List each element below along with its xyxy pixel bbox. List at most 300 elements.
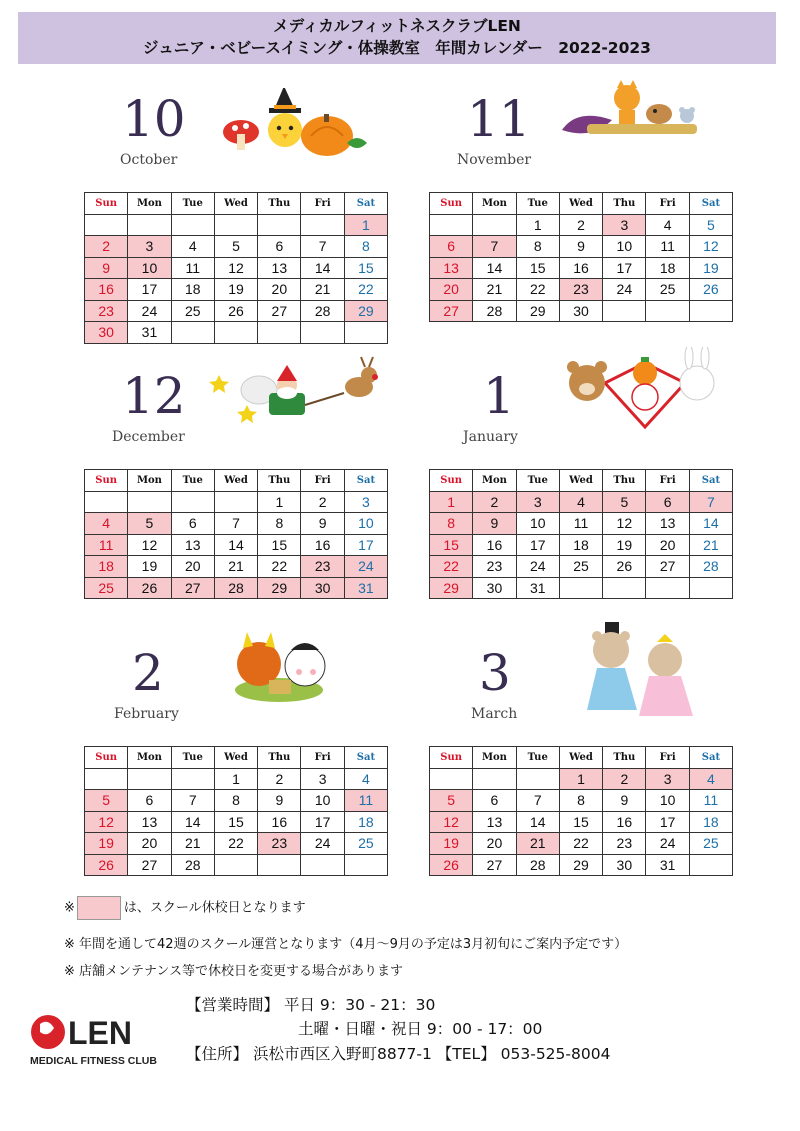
empty-cell bbox=[559, 577, 602, 599]
day-cell: 21 bbox=[689, 534, 732, 556]
day-cell: 2 bbox=[258, 768, 301, 790]
month-number: 2 bbox=[132, 644, 164, 702]
day-cell: 20 bbox=[171, 556, 214, 578]
day-cell: 24 bbox=[603, 279, 646, 301]
day-cell: 21 bbox=[301, 279, 344, 301]
day-cell: 9 bbox=[258, 790, 301, 812]
day-cell: 6 bbox=[258, 236, 301, 258]
day-cell: 26 bbox=[689, 279, 732, 301]
day-cell-off: 11 bbox=[344, 790, 387, 812]
day-cell: 22 bbox=[214, 833, 257, 855]
day-cell: 13 bbox=[128, 811, 171, 833]
day-cell: 4 bbox=[344, 768, 387, 790]
empty-cell bbox=[214, 854, 257, 876]
day-cell: 14 bbox=[473, 257, 516, 279]
address-label: 【住所】 bbox=[186, 1045, 249, 1063]
empty-cell bbox=[344, 322, 387, 344]
day-cell: 13 bbox=[258, 257, 301, 279]
day-cell-off: 21 bbox=[516, 833, 559, 855]
calendar-table-march bbox=[429, 746, 733, 876]
weekday-label: Sun bbox=[85, 747, 128, 769]
empty-cell bbox=[689, 300, 732, 322]
weekday-label: Thu bbox=[258, 193, 301, 215]
empty-cell bbox=[171, 491, 214, 513]
empty-cell bbox=[344, 854, 387, 876]
week-row bbox=[85, 257, 388, 279]
empty-cell bbox=[430, 214, 473, 236]
weekday-label: Wed bbox=[214, 747, 257, 769]
day-cell-off: 24 bbox=[344, 556, 387, 578]
day-cell: 28 bbox=[301, 300, 344, 322]
day-cell: 5 bbox=[214, 236, 257, 258]
day-cell-off: 4 bbox=[689, 768, 732, 790]
day-cell: 27 bbox=[128, 854, 171, 876]
weekday-label: Thu bbox=[603, 193, 646, 215]
day-cell: 28 bbox=[473, 300, 516, 322]
day-cell: 7 bbox=[171, 790, 214, 812]
day-cell: 13 bbox=[473, 811, 516, 833]
day-cell: 11 bbox=[689, 790, 732, 812]
day-cell-off: 6 bbox=[646, 491, 689, 513]
day-cell: 2 bbox=[301, 491, 344, 513]
day-cell: 17 bbox=[646, 811, 689, 833]
week-row bbox=[430, 214, 733, 236]
week-row bbox=[430, 513, 733, 535]
day-cell-off: 1 bbox=[344, 214, 387, 236]
day-cell-off: 26 bbox=[85, 854, 128, 876]
day-cell: 10 bbox=[516, 513, 559, 535]
empty-cell bbox=[646, 577, 689, 599]
day-cell: 23 bbox=[473, 556, 516, 578]
day-cell: 12 bbox=[689, 236, 732, 258]
day-cell-off: 2 bbox=[603, 768, 646, 790]
month-january bbox=[429, 365, 732, 625]
day-cell: 4 bbox=[646, 214, 689, 236]
title-line-1: メディカルフィットネスクラブLEN bbox=[273, 17, 521, 35]
month-october bbox=[84, 88, 387, 348]
day-cell-off: 29 bbox=[430, 577, 473, 599]
day-cell: 22 bbox=[344, 279, 387, 301]
empty-cell bbox=[473, 768, 516, 790]
day-cell: 28 bbox=[689, 556, 732, 578]
day-cell: 6 bbox=[128, 790, 171, 812]
week-row bbox=[430, 790, 733, 812]
day-cell: 24 bbox=[301, 833, 344, 855]
week-row bbox=[85, 790, 388, 812]
weekday-label: Fri bbox=[646, 747, 689, 769]
day-cell: 26 bbox=[603, 556, 646, 578]
hina-doll-bears-illustration-icon bbox=[579, 620, 699, 720]
day-cell: 10 bbox=[646, 790, 689, 812]
note-maintenance: ※ 店舗メンテナンス等で休校日を変更する場合があります bbox=[64, 964, 403, 979]
day-cell: 19 bbox=[689, 257, 732, 279]
weekday-label: Sat bbox=[344, 747, 387, 769]
day-cell-off: 12 bbox=[430, 811, 473, 833]
empty-cell bbox=[258, 322, 301, 344]
day-cell: 15 bbox=[258, 534, 301, 556]
day-cell: 3 bbox=[344, 491, 387, 513]
calendar-table-january bbox=[429, 469, 733, 599]
weekday-label: Sun bbox=[85, 470, 128, 492]
day-cell-off: 1 bbox=[430, 491, 473, 513]
week-row bbox=[430, 257, 733, 279]
empty-cell bbox=[85, 491, 128, 513]
week-row bbox=[85, 534, 388, 556]
day-cell: 22 bbox=[516, 279, 559, 301]
day-cell-off: 5 bbox=[128, 513, 171, 535]
day-cell: 15 bbox=[516, 257, 559, 279]
day-cell: 14 bbox=[171, 811, 214, 833]
day-cell: 19 bbox=[603, 534, 646, 556]
day-cell: 15 bbox=[344, 257, 387, 279]
day-cell: 14 bbox=[516, 811, 559, 833]
day-cell: 18 bbox=[646, 257, 689, 279]
month-name: October bbox=[120, 152, 178, 168]
empty-cell bbox=[689, 577, 732, 599]
weekday-label: Wed bbox=[559, 747, 602, 769]
day-cell: 27 bbox=[646, 556, 689, 578]
day-cell: 18 bbox=[171, 279, 214, 301]
week-row bbox=[85, 491, 388, 513]
logo-sub: MEDICAL FITNESS CLUB bbox=[30, 1055, 157, 1067]
day-cell: 25 bbox=[559, 556, 602, 578]
weekday-label: Tue bbox=[171, 470, 214, 492]
day-cell: 31 bbox=[646, 854, 689, 876]
day-cell: 11 bbox=[559, 513, 602, 535]
empty-cell bbox=[214, 214, 257, 236]
day-cell-off: 1 bbox=[559, 768, 602, 790]
title-banner bbox=[18, 12, 776, 64]
week-row bbox=[430, 279, 733, 301]
week-row bbox=[85, 214, 388, 236]
empty-cell bbox=[128, 491, 171, 513]
day-cell: 18 bbox=[559, 534, 602, 556]
day-cell: 8 bbox=[344, 236, 387, 258]
weekday-label: Thu bbox=[258, 470, 301, 492]
day-cell: 30 bbox=[473, 577, 516, 599]
empty-cell bbox=[689, 854, 732, 876]
day-cell: 15 bbox=[559, 811, 602, 833]
empty-cell bbox=[214, 491, 257, 513]
weekday-label: Mon bbox=[473, 193, 516, 215]
day-cell-off: 7 bbox=[689, 491, 732, 513]
day-cell: 9 bbox=[301, 513, 344, 535]
empty-cell bbox=[301, 322, 344, 344]
len-logo bbox=[28, 1010, 168, 1070]
note-legend bbox=[64, 896, 306, 920]
week-row bbox=[85, 322, 388, 344]
tel-number: 053-525-8004 bbox=[500, 1045, 611, 1063]
day-cell-off: 2 bbox=[85, 236, 128, 258]
day-cell: 1 bbox=[516, 214, 559, 236]
weekday-label: Sat bbox=[689, 470, 732, 492]
day-cell: 10 bbox=[301, 790, 344, 812]
week-row bbox=[430, 534, 733, 556]
day-cell: 16 bbox=[301, 534, 344, 556]
day-cell: 25 bbox=[689, 833, 732, 855]
day-cell: 24 bbox=[646, 833, 689, 855]
day-cell: 20 bbox=[646, 534, 689, 556]
week-row bbox=[85, 854, 388, 876]
weekday-label: Fri bbox=[301, 470, 344, 492]
weekday-label: Tue bbox=[171, 193, 214, 215]
day-cell-off: 23 bbox=[258, 833, 301, 855]
empty-cell bbox=[430, 768, 473, 790]
day-cell-off: 30 bbox=[301, 577, 344, 599]
day-cell: 13 bbox=[646, 513, 689, 535]
weekday-header-row bbox=[85, 193, 388, 215]
weekday-header-row bbox=[430, 470, 733, 492]
month-february bbox=[84, 642, 387, 882]
weekday-label: Sat bbox=[689, 193, 732, 215]
day-cell: 6 bbox=[171, 513, 214, 535]
week-row bbox=[85, 556, 388, 578]
week-row bbox=[85, 236, 388, 258]
day-cell: 24 bbox=[516, 556, 559, 578]
empty-cell bbox=[646, 300, 689, 322]
setsubun-oni-illustration-icon bbox=[229, 628, 339, 708]
tel-label: 【TEL】 bbox=[436, 1045, 496, 1063]
day-cell: 17 bbox=[128, 279, 171, 301]
day-cell: 22 bbox=[559, 833, 602, 855]
day-cell: 29 bbox=[516, 300, 559, 322]
day-cell: 8 bbox=[214, 790, 257, 812]
day-cell: 3 bbox=[301, 768, 344, 790]
month-name: February bbox=[114, 706, 179, 722]
day-cell: 16 bbox=[258, 811, 301, 833]
weekday-label: Thu bbox=[603, 470, 646, 492]
weekday-label: Tue bbox=[516, 470, 559, 492]
weekday-label: Sat bbox=[689, 747, 732, 769]
day-cell: 12 bbox=[128, 534, 171, 556]
day-cell: 16 bbox=[473, 534, 516, 556]
weekday-label: Sat bbox=[344, 193, 387, 215]
day-cell: 12 bbox=[214, 257, 257, 279]
day-cell: 25 bbox=[344, 833, 387, 855]
weekday-label: Fri bbox=[646, 470, 689, 492]
day-cell: 1 bbox=[214, 768, 257, 790]
week-row bbox=[85, 833, 388, 855]
day-cell: 31 bbox=[128, 322, 171, 344]
day-cell: 17 bbox=[603, 257, 646, 279]
day-cell: 27 bbox=[258, 300, 301, 322]
day-cell-off: 4 bbox=[559, 491, 602, 513]
weekday-header-row bbox=[85, 747, 388, 769]
empty-cell bbox=[85, 214, 128, 236]
day-cell-off: 6 bbox=[430, 236, 473, 258]
day-cell-off: 22 bbox=[430, 556, 473, 578]
day-cell: 19 bbox=[214, 279, 257, 301]
halloween-illustration-icon bbox=[219, 88, 369, 160]
day-cell: 14 bbox=[301, 257, 344, 279]
weekday-label: Thu bbox=[258, 747, 301, 769]
weekday-label: Sun bbox=[85, 193, 128, 215]
week-row bbox=[430, 577, 733, 599]
weekday-label: Mon bbox=[473, 747, 516, 769]
month-name: December bbox=[112, 429, 185, 445]
day-cell-off: 15 bbox=[430, 534, 473, 556]
day-cell: 6 bbox=[473, 790, 516, 812]
calendar-table-december bbox=[84, 469, 388, 599]
day-cell-off: 7 bbox=[473, 236, 516, 258]
empty-cell bbox=[258, 854, 301, 876]
day-cell: 30 bbox=[603, 854, 646, 876]
day-cell-off: 3 bbox=[516, 491, 559, 513]
weekday-label: Fri bbox=[646, 193, 689, 215]
weekday-header-row bbox=[430, 747, 733, 769]
month-name: January bbox=[463, 429, 518, 445]
weekday-label: Mon bbox=[128, 470, 171, 492]
day-cell: 28 bbox=[516, 854, 559, 876]
note-mark: ※ bbox=[64, 900, 75, 916]
day-cell: 17 bbox=[344, 534, 387, 556]
weekday-label: Fri bbox=[301, 747, 344, 769]
empty-cell bbox=[214, 322, 257, 344]
day-cell: 11 bbox=[646, 236, 689, 258]
week-row bbox=[430, 300, 733, 322]
day-cell: 4 bbox=[171, 236, 214, 258]
week-row bbox=[85, 811, 388, 833]
day-cell: 25 bbox=[646, 279, 689, 301]
day-cell-off: 13 bbox=[430, 257, 473, 279]
weekday-label: Wed bbox=[559, 470, 602, 492]
day-cell-off: 8 bbox=[430, 513, 473, 535]
week-row bbox=[430, 556, 733, 578]
day-cell: 20 bbox=[473, 833, 516, 855]
week-row bbox=[430, 491, 733, 513]
day-cell-off: 29 bbox=[344, 300, 387, 322]
weekday-label: Mon bbox=[128, 747, 171, 769]
day-cell-off: 11 bbox=[85, 534, 128, 556]
day-cell: 7 bbox=[301, 236, 344, 258]
empty-cell bbox=[516, 768, 559, 790]
weekday-header-row bbox=[85, 470, 388, 492]
weekday-label: Sun bbox=[430, 193, 473, 215]
day-cell-off: 30 bbox=[85, 322, 128, 344]
weekday-label: Fri bbox=[301, 193, 344, 215]
day-cell-off: 27 bbox=[171, 577, 214, 599]
day-cell: 1 bbox=[258, 491, 301, 513]
day-cell: 18 bbox=[689, 811, 732, 833]
empty-cell bbox=[85, 768, 128, 790]
day-cell: 17 bbox=[516, 534, 559, 556]
month-number: 10 bbox=[122, 90, 186, 148]
day-cell: 10 bbox=[344, 513, 387, 535]
day-cell: 27 bbox=[473, 854, 516, 876]
day-cell: 29 bbox=[559, 854, 602, 876]
day-cell-off: 19 bbox=[430, 833, 473, 855]
weekday-hours: 平日 9：30 - 21：30 bbox=[283, 996, 436, 1014]
day-cell: 17 bbox=[301, 811, 344, 833]
week-row bbox=[430, 854, 733, 876]
month-name: March bbox=[471, 706, 518, 722]
empty-cell bbox=[603, 300, 646, 322]
month-number: 3 bbox=[479, 644, 511, 702]
weekday-label: Tue bbox=[516, 193, 559, 215]
title-line-2: ジュニア・ベビースイミング・体操教室 年間カレンダー 2022-2023 bbox=[143, 39, 651, 57]
day-cell-off: 16 bbox=[85, 279, 128, 301]
month-december bbox=[84, 365, 387, 625]
month-number: 12 bbox=[122, 367, 186, 425]
day-cell: 21 bbox=[171, 833, 214, 855]
empty-cell bbox=[603, 577, 646, 599]
empty-cell bbox=[171, 768, 214, 790]
week-row bbox=[85, 279, 388, 301]
day-cell-off: 5 bbox=[85, 790, 128, 812]
day-cell-off: 28 bbox=[214, 577, 257, 599]
day-cell: 14 bbox=[214, 534, 257, 556]
day-cell: 16 bbox=[559, 257, 602, 279]
legend-text: は、スクール休校日となります bbox=[123, 900, 306, 916]
weekday-label: Mon bbox=[128, 193, 171, 215]
week-row bbox=[430, 236, 733, 258]
month-number: 11 bbox=[467, 90, 531, 148]
day-cell-off: 23 bbox=[301, 556, 344, 578]
day-cell: 23 bbox=[603, 833, 646, 855]
empty-cell bbox=[128, 768, 171, 790]
day-cell: 11 bbox=[171, 257, 214, 279]
week-row bbox=[85, 577, 388, 599]
day-cell: 31 bbox=[516, 577, 559, 599]
day-cell: 21 bbox=[473, 279, 516, 301]
day-cell: 8 bbox=[559, 790, 602, 812]
weekday-label: Wed bbox=[559, 193, 602, 215]
day-cell-off: 12 bbox=[85, 811, 128, 833]
day-cell-off: 3 bbox=[646, 768, 689, 790]
weekday-label: Sat bbox=[344, 470, 387, 492]
new-year-bear-rabbit-illustration-icon bbox=[565, 347, 725, 435]
weekend-hours: 土曜・日曜・祝日 9：00 - 17：00 bbox=[298, 1020, 543, 1038]
empty-cell bbox=[171, 214, 214, 236]
week-row bbox=[430, 768, 733, 790]
day-cell: 20 bbox=[128, 833, 171, 855]
day-cell: 13 bbox=[171, 534, 214, 556]
logo-brand: LEN bbox=[68, 1015, 132, 1051]
weekday-label: Mon bbox=[473, 470, 516, 492]
day-cell: 20 bbox=[258, 279, 301, 301]
month-march bbox=[429, 642, 732, 882]
week-row bbox=[85, 513, 388, 535]
calendar-table-november bbox=[429, 192, 733, 322]
empty-cell bbox=[171, 322, 214, 344]
day-cell-off: 3 bbox=[603, 214, 646, 236]
day-cell: 28 bbox=[171, 854, 214, 876]
day-cell-off: 2 bbox=[473, 491, 516, 513]
month-name: November bbox=[457, 152, 532, 168]
day-cell: 9 bbox=[603, 790, 646, 812]
santa-sleigh-illustration-icon bbox=[209, 355, 389, 435]
autumn-animals-illustration-icon bbox=[557, 80, 727, 152]
week-row bbox=[85, 300, 388, 322]
day-cell: 24 bbox=[128, 300, 171, 322]
empty-cell bbox=[473, 214, 516, 236]
calendar-table-october bbox=[84, 192, 388, 344]
day-cell: 30 bbox=[559, 300, 602, 322]
day-cell: 18 bbox=[344, 811, 387, 833]
len-logo-mark-icon bbox=[28, 1010, 168, 1070]
day-cell: 15 bbox=[214, 811, 257, 833]
day-cell-off: 25 bbox=[85, 577, 128, 599]
day-cell-off: 23 bbox=[559, 279, 602, 301]
day-cell: 25 bbox=[171, 300, 214, 322]
weekday-header-row bbox=[430, 193, 733, 215]
weekday-label: Tue bbox=[171, 747, 214, 769]
day-cell: 9 bbox=[559, 236, 602, 258]
address-text: 浜松市西区入野町8877-1 bbox=[252, 1045, 432, 1063]
off-day-swatch bbox=[77, 896, 121, 920]
day-cell-off: 26 bbox=[128, 577, 171, 599]
day-cell: 19 bbox=[128, 556, 171, 578]
